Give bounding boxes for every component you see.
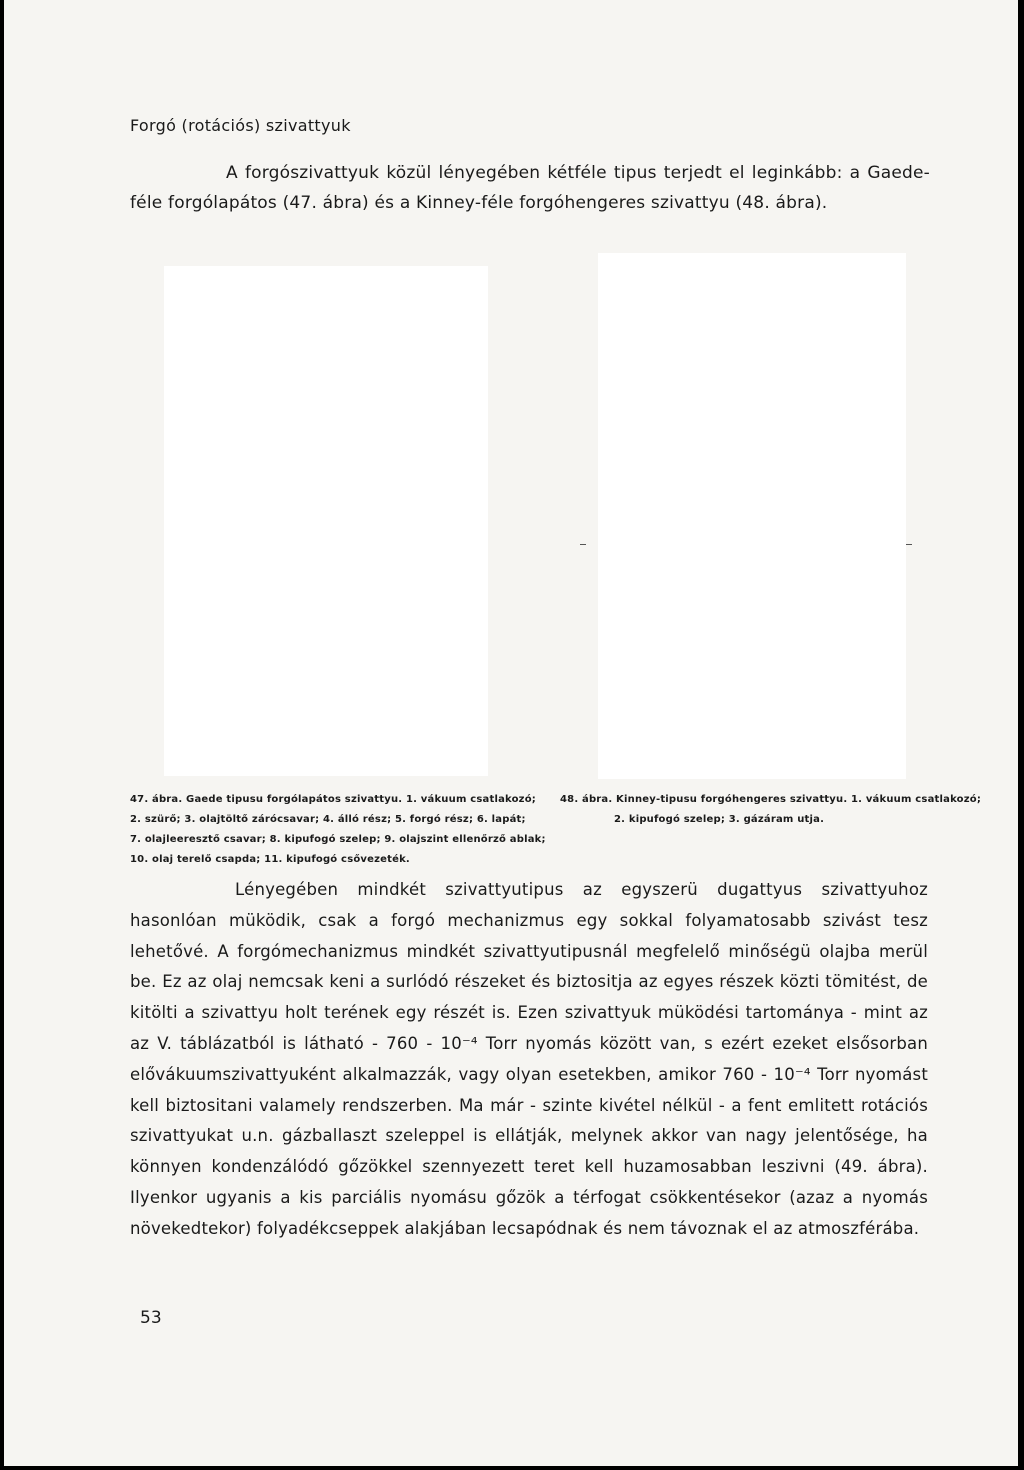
figure-48-caption bbox=[560, 790, 982, 830]
caption-line: 48. ábra. Kinney-tipusu forgóhengeres szivattyu. 1. vákuum csatlakozó; bbox=[560, 794, 982, 805]
figure-48-image bbox=[598, 253, 906, 779]
body-paragraph: Lényegében mindkét szivattyutipus az egyszerü dugattyus szivattyuhoz hasonlóan müködik, csak a forgó mechanizmus egy sokkal folyamatosabb szivást tesz lehetővé. A forgómechanizmus mindkét szivattyutipusnál megfelelő minőségü olajba merül be. Ez az olaj nemcsak keni a surlódó részeket és biztositja az egyes részek közti tömitést, de kitölti a szivattyu holt terének egy részét is. Ezen szivattyuk müködési tartománya - mint az az V. táblázatból is látható - 760 - 10⁻⁴ Torr nyomás között van, s ezért ezeket elsősorban elővákuumszivattyuként alkalmazzák, vagy olyan esetekben, amikor 760 - 10⁻⁴ Torr nyomást kell biztositani valamely rendszerben. Ma már - szinte kivétel nélkül - a fent emlitett rotációs szivattyukat u.n. gázballaszt szeleppel is ellátják, melynek akkor van nagy jelentősége, ha könnyen kondenzálódó gőzökkel szennyezett teret kell huzamosabban leszivni (49. ábra). Ilyenkor ugyanis a kis parciális nyomásu gőzök a térfogat csökkentésekor (azaz a nyomás növekedtekor) folyadékcseppek alakjában lecsapódnak és nem távoznak el az atmoszférába. bbox=[130, 880, 928, 1238]
figure-47-caption bbox=[130, 790, 550, 870]
figure-47-image bbox=[164, 266, 488, 776]
page-number: 53 bbox=[140, 1308, 162, 1328]
section-heading: Forgó (rotációs) szivattyuk bbox=[130, 116, 351, 135]
caption-line: 2. kipufogó szelep; 3. gázáram utja. bbox=[614, 814, 825, 825]
scan-mark bbox=[906, 544, 912, 545]
caption-line: 47. ábra. Gaede tipusu forgólapátos szivattyu. 1. vákuum csatlakozó; bbox=[130, 794, 536, 805]
caption-line: 7. olajleeresztő csavar; 8. kipufogó szelep; 9. olajszint ellenőrző ablak; bbox=[130, 834, 546, 845]
caption-line: 2. szürő; 3. olajtöltő zárócsavar; 4. álló rész; 5. forgó rész; 6. lapát; bbox=[130, 814, 526, 825]
caption-line: 10. olaj terelő csapda; 11. kipufogó csővezeték. bbox=[130, 854, 410, 865]
scan-mark bbox=[580, 544, 586, 545]
intro-paragraph: A forgószivattyuk közül lényegében kétféle tipus terjedt el leginkább: a Gaede-féle forgólapátos (47. ábra) és a Kinney-féle forgóhengeres szivattyu (48. ábra). bbox=[130, 163, 930, 213]
document-page bbox=[4, 0, 1018, 1466]
